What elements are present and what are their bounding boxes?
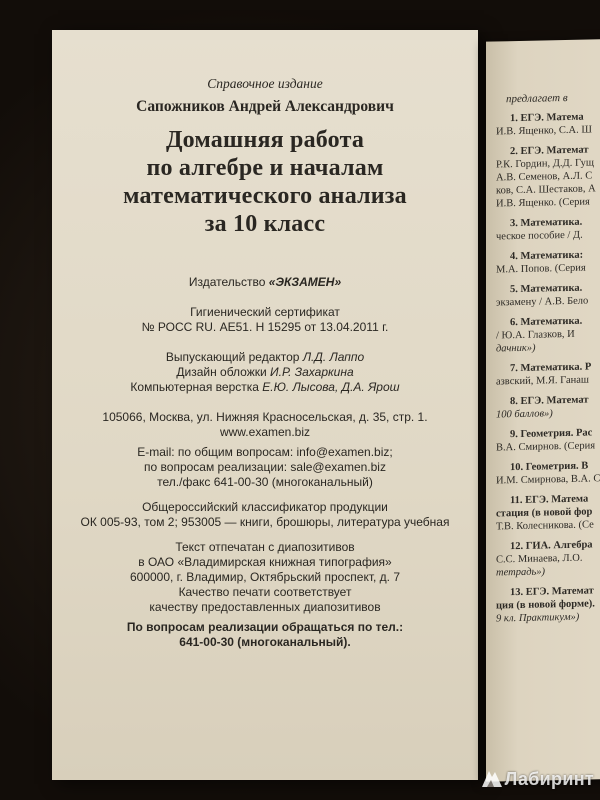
printing-line-3: 600000, г. Владимир, Октябрьский проспект, д. 7 <box>129 570 401 584</box>
printing-line-2: в ОАО «Владимирская книжная типография» <box>138 555 392 569</box>
book-list-line: 3. Математика. <box>510 216 583 230</box>
cover-design-line <box>52 365 478 380</box>
book-list-line: 9. Геометрия. Рас <box>510 427 593 441</box>
book-list-line: тетрадь») <box>496 566 546 579</box>
book-list-line: 9 кл. Практикум») <box>496 611 580 625</box>
reference-label: Справочное издание <box>207 76 323 91</box>
book-list-line: 2. ЕГЭ. Математ <box>510 144 589 158</box>
certificate-line-2: № РОСС RU. АЕ51. Н 15295 от 13.04.2011 г. <box>141 320 389 334</box>
book-list-line: С.С. Минаева, Л.О. <box>496 552 583 566</box>
book-list-line: 4. Математика: <box>510 249 584 263</box>
editor-prefix: Выпускающий редактор <box>165 350 300 364</box>
book-list-line: 6. Математика. <box>510 315 583 329</box>
book-list-line: дачник») <box>496 342 536 355</box>
layout-names: Е.Ю. Лысова, Д.А. Ярош <box>262 380 400 394</box>
book-title-line-2: по алгебре и началам <box>146 155 384 181</box>
book-list-line: 8. ЕГЭ. Математ <box>510 394 589 408</box>
book-list-line: экзамену / А.В. Бело <box>496 295 589 309</box>
book-list-line: 7. Математика. Р <box>510 361 592 375</box>
printing-line-1: Текст отпечатан с диапозитивов <box>175 540 355 554</box>
book-list-line: 10. Геометрия. В <box>510 460 589 474</box>
sales-line-2: 641-00-30 (многоканальный). <box>179 635 351 649</box>
publisher-line <box>52 275 478 290</box>
book-list-line: А.В. Семенов, А.Л. С <box>496 170 593 184</box>
book-list-line: 5. Математика. <box>510 282 583 296</box>
book-list-line: 100 баллов») <box>496 408 553 421</box>
book-list-line: Р.К. Гордин, Д.Д. Гущ <box>496 157 594 171</box>
printing-line-5: качеству предоставленных диапозитивов <box>149 600 381 614</box>
layout-line <box>52 380 478 395</box>
book-list-line: ция (в новой форме). <box>496 598 595 612</box>
classifier-line-1: Общероссийский классификатор продукции <box>142 500 388 514</box>
phone-line: тел./факс 641-00-30 (многоканальный) <box>157 475 373 489</box>
book-list-line: ческое пособие / Д. <box>496 229 583 243</box>
book-list-line: 13. ЕГЭ. Математ <box>510 585 594 599</box>
book-list-page <box>486 38 600 781</box>
email-line-1: E-mail: по общим вопросам: info@examen.biz; <box>137 445 393 459</box>
author-name: Сапожников Андрей Александрович <box>136 98 394 115</box>
list-header: предлагает в <box>506 91 568 106</box>
book-list-line: 11. ЕГЭ. Матема <box>510 493 589 507</box>
book-list-line: стация (в новой фор <box>496 506 593 520</box>
address-line-1: 105066, Москва, ул. Нижняя Красносельская, д. 35, стр. 1. <box>102 410 428 424</box>
book-list-line: / Ю.А. Глазков, И <box>496 328 575 342</box>
labirint-logo-icon <box>481 768 503 788</box>
email-line-2: по вопросам реализации: sale@examen.biz <box>144 460 386 474</box>
classifier-line-2: ОК 005-93, том 2; 953005 — книги, брошюры, литература учебная <box>80 515 450 529</box>
layout-prefix: Компьютерная верстка <box>130 380 259 394</box>
cover-prefix: Дизайн обложки <box>176 365 267 379</box>
book-list-line: И.В. Ященко. (Серия <box>496 196 590 210</box>
editor-line <box>52 350 478 365</box>
book-list-line: ков, С.А. Шестаков, А <box>496 183 596 197</box>
publisher-prefix: Издательство <box>188 275 266 289</box>
printing-line-4: Качество печати соответствует <box>178 585 352 599</box>
certificate-line-1: Гигиенический сертификат <box>190 305 340 319</box>
book-list-line: Т.В. Колесникова. (Се <box>496 519 594 533</box>
book-list-line: 1. ЕГЭ. Матема <box>510 111 584 125</box>
publisher-name: «ЭКЗАМЕН» <box>268 275 342 289</box>
imprint-page <box>52 30 478 780</box>
book-list-line: В.А. Смирнов. (Серия <box>496 440 596 454</box>
book-title-line-4: за 10 класс <box>204 211 326 237</box>
book-title-line-3: математического анализа <box>123 183 407 209</box>
labirint-watermark <box>481 768 594 790</box>
book-list-line: 12. ГИА. Алгебра <box>510 539 593 553</box>
address-line-2: www.examen.biz <box>219 425 311 439</box>
book-list-line: М.А. Попов. (Серия <box>496 262 586 276</box>
book-list-line: И.М. Смирнова, В.А. С <box>496 473 600 487</box>
cover-name: И.Р. Захаркина <box>270 365 354 379</box>
watermark-text: Лабиринт <box>504 769 594 789</box>
editor-name: Л.Д. Лаппо <box>302 350 365 364</box>
book-list-line: И.В. Ященко, С.А. Ш <box>496 124 592 138</box>
book-title-line-1: Домашняя работа <box>165 127 365 153</box>
sales-line-1: По вопросам реализации обращаться по тел.: <box>126 620 404 634</box>
book-list-line: азвский, М.Я. Ганаш <box>496 374 590 388</box>
